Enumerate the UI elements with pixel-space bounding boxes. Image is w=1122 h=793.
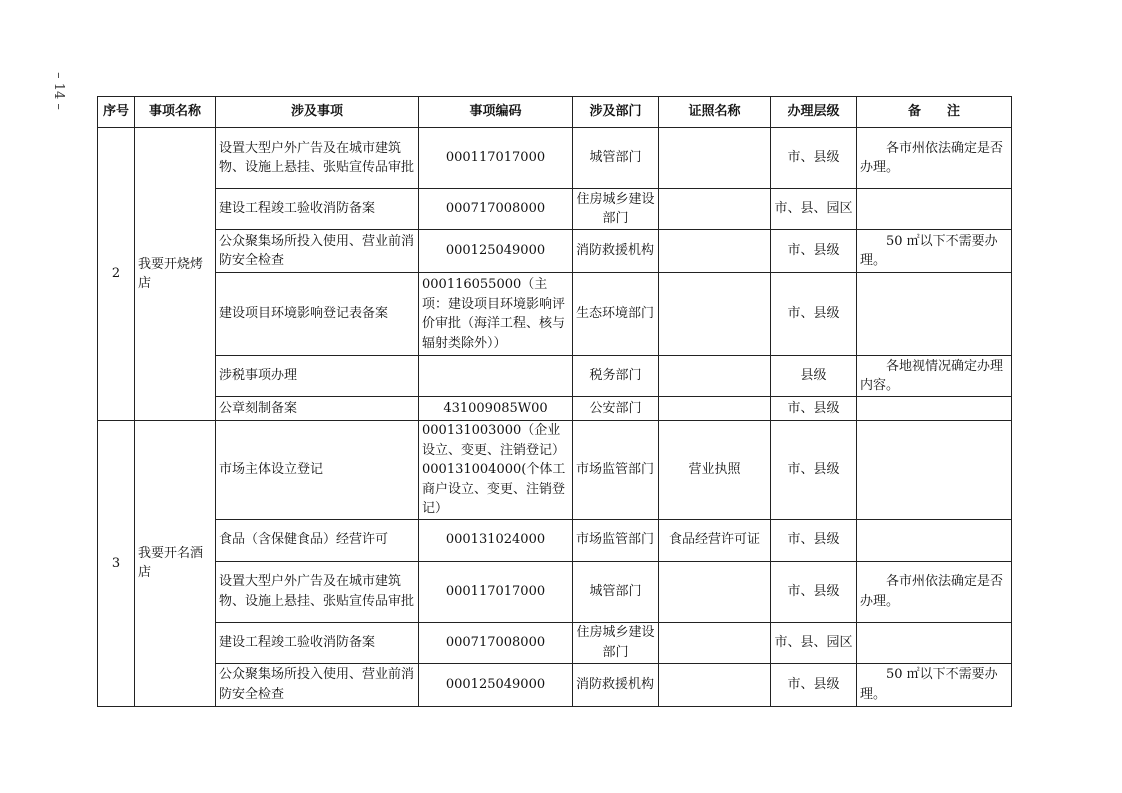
code-cell: 431009085W00 [419, 397, 573, 421]
matter-cell: 公众聚集场所投入使用、营业前消防安全检查 [216, 230, 419, 273]
table-row [98, 519, 1012, 561]
group-name: 我要开烧烤店 [135, 128, 216, 421]
matter-cell: 设置大型户外广告及在城市建筑物、设施上悬挂、张贴宣传品审批 [216, 128, 419, 189]
header-name: 事项名称 [135, 97, 216, 128]
note-cell [857, 189, 1012, 230]
table-row [98, 189, 1012, 230]
level-cell: 市、县级 [771, 663, 857, 706]
code-cell: 000131024000 [419, 519, 573, 561]
level-cell: 市、县级 [771, 421, 857, 520]
group-seq: 3 [98, 421, 135, 707]
dept-cell: 城管部门 [573, 561, 659, 622]
note-cell [857, 519, 1012, 561]
matter-cell: 公章刻制备案 [216, 397, 419, 421]
level-cell: 市、县级 [771, 561, 857, 622]
dept-cell: 住房城乡建设部门 [573, 622, 659, 663]
header-note: 备 注 [857, 97, 1012, 128]
table-row [98, 421, 1012, 520]
code-cell: 000117017000 [419, 128, 573, 189]
header-seq: 序号 [98, 97, 135, 128]
dept-cell: 消防救援机构 [573, 663, 659, 706]
matter-cell: 建设工程竣工验收消防备案 [216, 622, 419, 663]
table-row [98, 230, 1012, 273]
dept-cell: 税务部门 [573, 356, 659, 397]
table-row [98, 397, 1012, 421]
code-cell: 000125049000 [419, 663, 573, 706]
dept-cell: 生态环境部门 [573, 273, 659, 356]
license-cell: 营业执照 [659, 421, 771, 520]
header-license: 证照名称 [659, 97, 771, 128]
note-cell: 各市州依法确定是否办理。 [857, 561, 1012, 622]
license-cell [659, 273, 771, 356]
code-cell: 000116055000（主项：建设项目环境影响评价审批（海洋工程、核与辐射类除外）） [419, 273, 573, 356]
license-cell [659, 622, 771, 663]
dept-cell: 住房城乡建设部门 [573, 189, 659, 230]
level-cell: 市、县级 [771, 519, 857, 561]
license-cell [659, 189, 771, 230]
level-cell: 市、县级 [771, 273, 857, 356]
dept-cell: 市场监管部门 [573, 421, 659, 520]
table-row [98, 561, 1012, 622]
level-cell: 市、县、园区 [771, 622, 857, 663]
note-cell [857, 273, 1012, 356]
license-cell [659, 663, 771, 706]
header-dept: 涉及部门 [573, 97, 659, 128]
dept-cell: 市场监管部门 [573, 519, 659, 561]
table-row [98, 128, 1012, 189]
matter-cell: 市场主体设立登记 [216, 421, 419, 520]
note-cell [857, 397, 1012, 421]
note-cell: 50 ㎡以下不需要办理。 [857, 663, 1012, 706]
level-cell: 市、县、园区 [771, 189, 857, 230]
matter-cell: 食品（含保健食品）经营许可 [216, 519, 419, 561]
code-cell [419, 356, 573, 397]
level-cell: 县级 [771, 356, 857, 397]
group-seq: 2 [98, 128, 135, 421]
dept-cell: 城管部门 [573, 128, 659, 189]
header-matter: 涉及事项 [216, 97, 419, 128]
matter-cell: 设置大型户外广告及在城市建筑物、设施上悬挂、张贴宣传品审批 [216, 561, 419, 622]
license-cell [659, 128, 771, 189]
level-cell: 市、县级 [771, 128, 857, 189]
level-cell: 市、县级 [771, 230, 857, 273]
group-name: 我要开名酒店 [135, 421, 216, 707]
note-cell [857, 622, 1012, 663]
table-header-row [98, 97, 1012, 128]
matter-cell: 涉税事项办理 [216, 356, 419, 397]
table-row [98, 356, 1012, 397]
license-cell [659, 397, 771, 421]
level-cell: 市、县级 [771, 397, 857, 421]
license-cell [659, 230, 771, 273]
code-cell: 000131003000（企业设立、变更、注销登记）000131004000(个体工商户设立、变更、注销登记） [419, 421, 573, 520]
code-cell: 000117017000 [419, 561, 573, 622]
header-code: 事项编码 [419, 97, 573, 128]
matter-cell: 公众聚集场所投入使用、营业前消防安全检查 [216, 663, 419, 706]
note-cell [857, 421, 1012, 520]
note-cell: 各地视情况确定办理内容。 [857, 356, 1012, 397]
code-cell: 000717008000 [419, 189, 573, 230]
service-matters-table [97, 96, 1012, 707]
matter-cell: 建设工程竣工验收消防备案 [216, 189, 419, 230]
code-cell: 000125049000 [419, 230, 573, 273]
table-row [98, 622, 1012, 663]
note-cell: 各市州依法确定是否办理。 [857, 128, 1012, 189]
table-row [98, 273, 1012, 356]
license-cell [659, 356, 771, 397]
code-cell: 000717008000 [419, 622, 573, 663]
dept-cell: 消防救援机构 [573, 230, 659, 273]
matter-cell: 建设项目环境影响登记表备案 [216, 273, 419, 356]
header-level: 办理层级 [771, 97, 857, 128]
license-cell [659, 561, 771, 622]
license-cell: 食品经营许可证 [659, 519, 771, 561]
dept-cell: 公安部门 [573, 397, 659, 421]
table-row [98, 663, 1012, 706]
page-number: – 14 – [51, 72, 67, 110]
note-cell: 50 ㎡以下不需要办理。 [857, 230, 1012, 273]
